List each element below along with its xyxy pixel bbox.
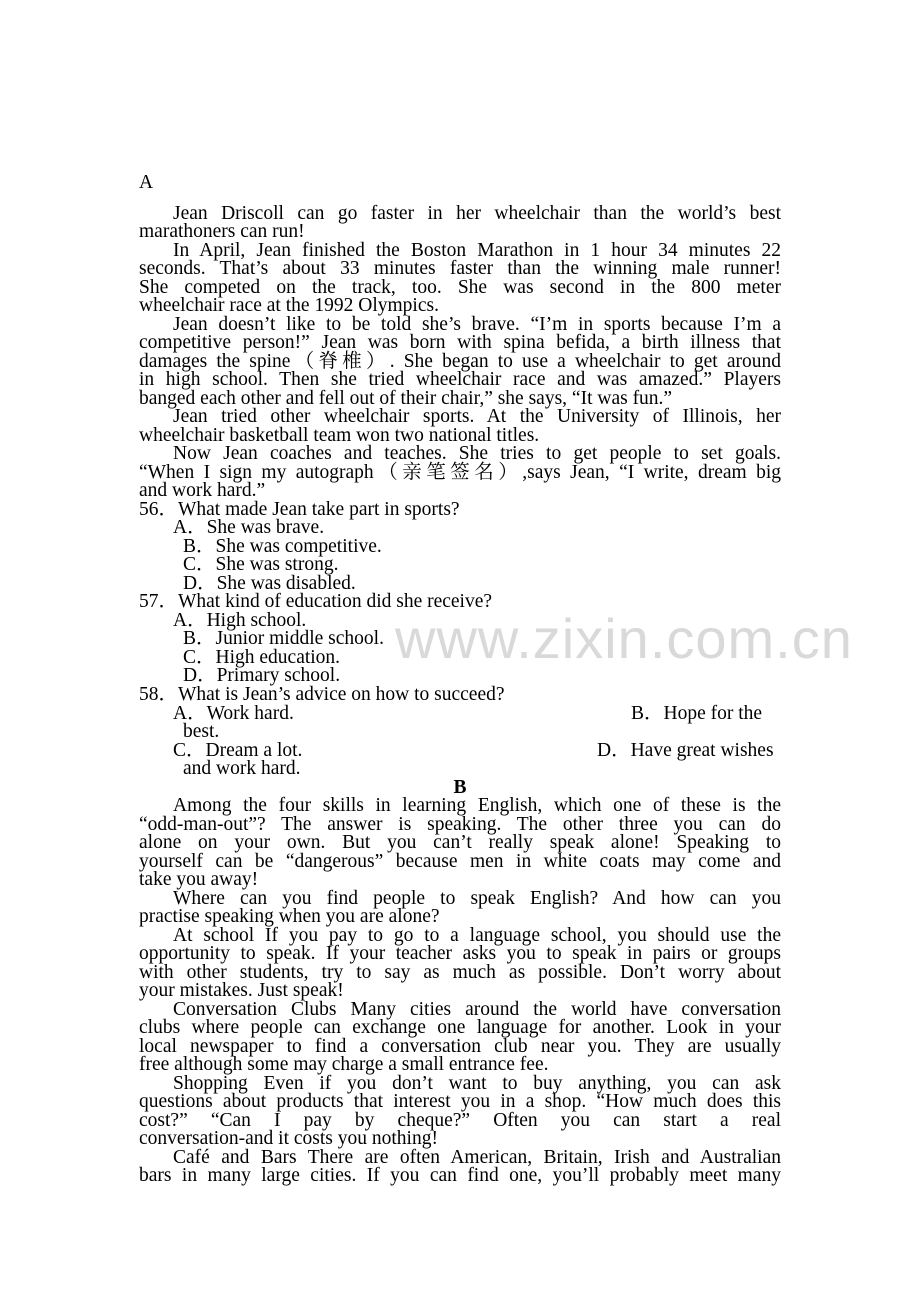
passage-b-line: “odd-man-out”? The answer is speaking. The other three you can do	[139, 814, 781, 835]
passage-a-line: banged each other and fell out of their chair,” she says, “It was fun.”	[139, 388, 673, 409]
answer-option: C．High education.	[183, 647, 341, 668]
passage-b-line: practise speaking when you are alone?	[139, 906, 440, 927]
question-stem: 56．What made Jean take part in sports?	[139, 499, 460, 520]
passage-a-line: competitive person!” Jean was born with spina befida, a birth illness that	[139, 332, 781, 353]
passage-b-line: At school If you pay to go to a language school, you should use the	[173, 925, 781, 946]
passage-b-line: with other students, try to say as much as possible. Don’t worry about	[139, 962, 781, 983]
passage-b-line: take you away!	[139, 869, 259, 890]
passage-b-line: cost?” “Can I pay by cheque?” Often you can start a real	[139, 1110, 781, 1131]
passage-a-line: wheelchair race at the 1992 Olympics.	[139, 295, 439, 316]
answer-option-continued: best.	[183, 721, 220, 742]
passage-b-line: clubs where people can exchange one language for another. Look in your	[139, 1017, 781, 1038]
passage-b-line: your mistakes. Just speak!	[139, 980, 344, 1001]
answer-option: A．High school.	[173, 610, 307, 631]
passage-b-line: opportunity to speak. If your teacher asks you to speak in pairs or groups	[139, 943, 781, 964]
answer-option: D．Primary school.	[183, 665, 341, 686]
question-stem: 57．What kind of education did she receive?	[139, 591, 493, 612]
answer-option: D．She was disabled.	[183, 573, 356, 594]
passage-a-line: She competed on the track, too. She was second in the 800 meter	[139, 277, 781, 298]
answer-option: D．Have great wishes	[597, 740, 774, 761]
answer-option: A．Work hard.	[173, 703, 294, 724]
answer-option: B．She was competitive.	[183, 536, 382, 557]
passage-b-line: Where can you find people to speak English? And how can you	[173, 888, 781, 909]
passage-a-line: in high school. Then she tried wheelchair race and was amazed.” Players	[139, 369, 781, 390]
section-b-label: B	[453, 777, 467, 798]
answer-option: C．She was strong.	[183, 554, 339, 575]
passage-b-line: local newspaper to find a conversation club near you. They are usually	[139, 1036, 781, 1057]
passage-b-line: Café and Bars There are often American, Britain, Irish and Australian	[173, 1147, 781, 1168]
passage-a-line: and work hard.”	[139, 480, 266, 501]
passage-b-line: Conversation Clubs Many cities around the world have conversation	[173, 999, 781, 1020]
passage-a-line: “When I sign my autograph（亲笔签名）,says Jean, “I write, dream big	[139, 462, 781, 483]
answer-option: A．She was brave.	[173, 517, 325, 538]
passage-b-line: questions about products that interest you in a shop. “How much does this	[139, 1091, 781, 1112]
watermark: www.zixin.com.cn	[395, 607, 853, 670]
passage-b-line: yourself can be “dangerous” because men in white coats may come and	[139, 851, 781, 872]
passage-b-line: conversation-and it costs you nothing!	[139, 1128, 438, 1149]
passage-a-line: Now Jean coaches and teaches. She tries to get people to set goals.	[173, 443, 781, 464]
passage-b-line: free although some may charge a small entrance fee.	[139, 1054, 549, 1075]
passage-a-line: Jean tried other wheelchair sports. At the University of Illinois, her	[173, 406, 781, 427]
passage-a-line: wheelchair basketball team won two national titles.	[139, 425, 540, 446]
question-stem: 58．What is Jean’s advice on how to succeed?	[139, 684, 505, 705]
passage-a-line: damages the spine（脊椎）. She began to use a wheelchair to get around	[139, 351, 781, 372]
passage-b-line: Among the four skills in learning English, which one of these is the	[173, 795, 781, 816]
passage-b-line: alone on your own. But you can’t really speak alone! Speaking to	[139, 832, 781, 853]
section-a-label: A	[139, 172, 154, 193]
passage-a-line: Jean Driscoll can go faster in her wheelchair than the world’s best	[173, 203, 781, 224]
passage-a-line: seconds. That’s about 33 minutes faster than the winning male runner!	[139, 258, 781, 279]
passage-a-line: In April, Jean finished the Boston Marathon in 1 hour 34 minutes 22	[173, 240, 781, 261]
passage-b-line: bars in many large cities. If you can find one, you’ll probably meet many	[139, 1165, 781, 1186]
answer-option-continued: and work hard.	[183, 758, 301, 779]
answer-option: B．Junior middle school.	[183, 628, 384, 649]
passage-b-line: Shopping Even if you don’t want to buy anything, you can ask	[173, 1073, 781, 1094]
answer-option: B．Hope for the	[631, 703, 763, 724]
passage-a-line: marathoners can run!	[139, 221, 305, 242]
passage-a-line: Jean doesn’t like to be told she’s brave. “I’m in sports because I’m a	[173, 314, 781, 335]
answer-option: C．Dream a lot.	[173, 740, 303, 761]
